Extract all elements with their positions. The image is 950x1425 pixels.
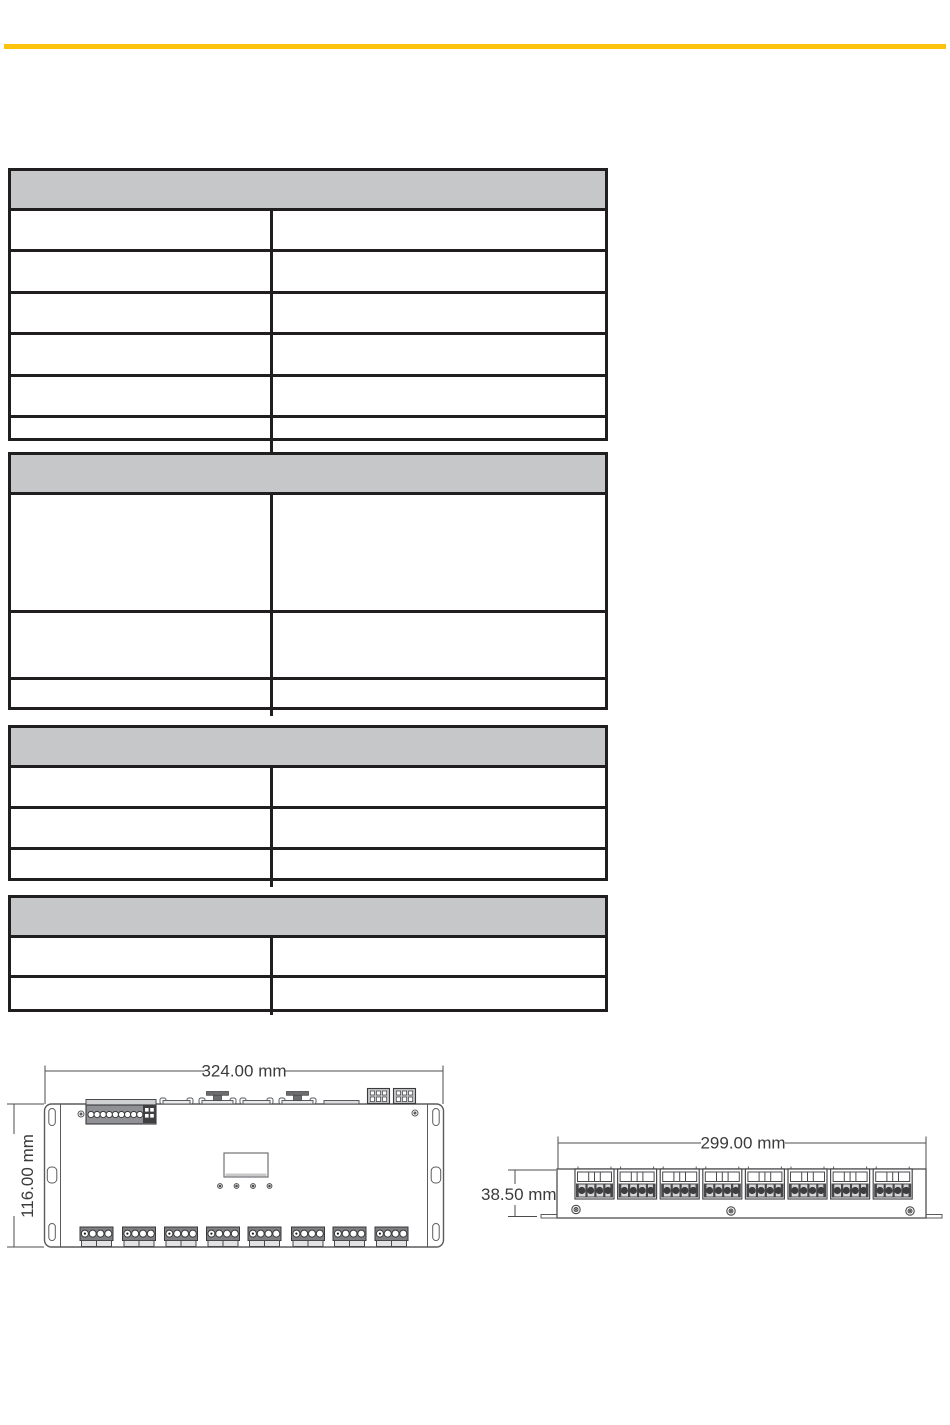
front-view-width-label: 299.00 mm — [700, 1133, 786, 1153]
table-cell — [273, 938, 605, 975]
table-cell — [11, 495, 273, 610]
front-view-height-label: 38.50 mm — [481, 1185, 557, 1204]
table-row — [11, 610, 605, 677]
table-cell — [273, 252, 605, 291]
table-cell — [273, 680, 605, 716]
front-view-height-dimension — [481, 1170, 557, 1217]
table-cell — [11, 335, 273, 374]
table-row — [11, 415, 605, 456]
lcd-display — [224, 1153, 268, 1177]
table-cell — [273, 211, 605, 249]
top-view-height-dimension — [7, 1104, 44, 1247]
top-view-height-label: 116.00 mm — [18, 1134, 37, 1218]
table-cell — [273, 613, 605, 677]
table-row — [11, 935, 605, 975]
table-cell — [273, 377, 605, 415]
top-view-width-label: 324.00 mm — [201, 1061, 287, 1081]
table-cell — [273, 335, 605, 374]
spec-table-4 — [8, 895, 608, 1012]
table-cell — [11, 809, 273, 847]
input-terminal-strip — [86, 1100, 156, 1125]
table-header-row — [11, 455, 605, 492]
spec-table-3 — [8, 725, 608, 881]
table-row — [11, 332, 605, 374]
table-cell — [273, 850, 605, 887]
spec-table-1 — [8, 168, 608, 441]
spec-table-2 — [8, 452, 608, 710]
table-cell — [11, 680, 273, 716]
top-edge-connectors — [160, 1089, 416, 1105]
table-cell — [273, 978, 605, 1015]
table-row — [11, 291, 605, 332]
table-cell — [11, 252, 273, 291]
dimension-drawing-front-view — [475, 1050, 950, 1285]
table-cell — [11, 294, 273, 332]
table-cell — [11, 978, 273, 1015]
table-cell — [11, 768, 273, 806]
table-row — [11, 975, 605, 1015]
table-cell — [11, 613, 273, 677]
table-cell — [273, 294, 605, 332]
table-row — [11, 208, 605, 249]
table-cell — [11, 938, 273, 975]
table-row — [11, 847, 605, 887]
table-cell — [273, 809, 605, 847]
table-cell — [273, 768, 605, 806]
table-header-row — [11, 728, 605, 765]
top-rule — [4, 44, 946, 49]
table-row — [11, 492, 605, 610]
table-cell — [11, 377, 273, 415]
table-cell — [11, 418, 273, 456]
table-cell — [11, 850, 273, 887]
table-row — [11, 806, 605, 847]
table-row — [11, 249, 605, 291]
table-cell — [273, 495, 605, 610]
table-cell — [273, 418, 605, 456]
table-row — [11, 374, 605, 415]
table-header-row — [11, 898, 605, 935]
table-row — [11, 765, 605, 806]
table-row — [11, 677, 605, 716]
table-header-row — [11, 171, 605, 208]
table-cell — [11, 211, 273, 249]
front-view-width-dimension — [558, 1134, 926, 1170]
dimension-drawing-top-view — [0, 1050, 475, 1285]
